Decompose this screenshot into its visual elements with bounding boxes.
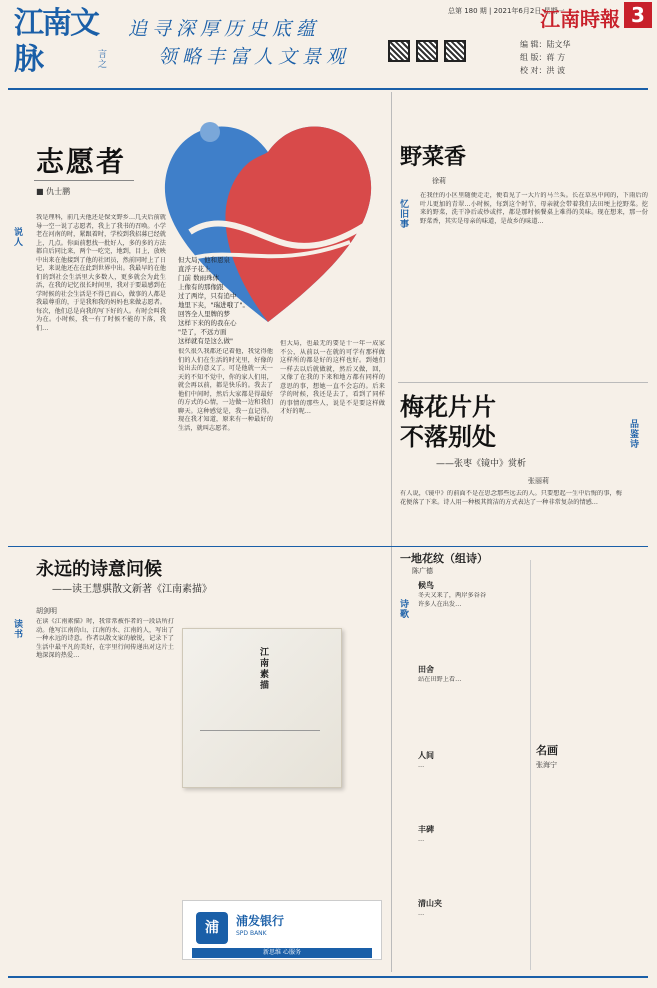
poem-column-right xyxy=(536,560,646,736)
poem-subtitle-4: 丰碑 xyxy=(418,824,434,834)
lower-article-title: 永远的诗意问候 xyxy=(36,559,162,580)
book-decoration xyxy=(200,730,320,770)
plum-article-body: 有人说，《镜中》的前面不是在思念那些远去的人。只要想起一生中后悔的事，梅花便落了下来。诗人用一种极其简洁的方式表达了一种非常复杂的情感… xyxy=(400,490,622,506)
plum-title-line-1: 梅花片片 xyxy=(400,392,496,421)
poem-body-2: 站在田野上看… xyxy=(418,676,462,683)
plum-article-title xyxy=(400,392,496,452)
lower-article-body: 在读《江南素描》时，我常常被作者的一段话所打动。他写江南的山、江南的水、江南的人，写出了一种永远的诗意。作者以散文家的敏锐，记录下了生活中最平凡的美好，在字里行间传递出对这片土地深深的热爱… xyxy=(36,618,174,659)
staff-editor: 编 辑：陆文华 xyxy=(520,40,571,49)
book-title: 江南素描 xyxy=(260,648,270,691)
wild-article-body: 在我住的小区里随便走走，便看见了一大片的马兰头。长在草丛中间的，下雨后的叶儿更加的青翠…小时候，每到这个时节，母亲就会带着我们去田埂上挖野菜。挖来的野菜，洗干净后或炒或拌，都是那时候餐桌上难得的美味。现在想来，那一份野菜香，其实是母亲的味道，是故乡的味道… xyxy=(420,192,648,225)
byline: ■ 仇士鹏 xyxy=(36,187,71,196)
ad-slogan: 新思维 心服务 xyxy=(192,948,372,958)
title-underline xyxy=(34,180,134,181)
poem-subtitle-2: 田舍 xyxy=(418,664,434,674)
lower-article-body-cont xyxy=(182,796,382,894)
plum-article-body-cont xyxy=(280,490,385,544)
mid-divider xyxy=(8,546,648,547)
inline-poem: 但大局，他和恩泉 直浮子花上 门前 数雨珠体 上像有的那像跟 过了两岸，只有追中 地里下夹，"瑞进哦了"。 回答全人里牌的梦 这样下来的的我在心 "是了，不远方面 这样就有是这么做" xyxy=(178,256,249,345)
masthead-tag: 言之 xyxy=(98,50,108,70)
plum-article-subtitle: ——张枣《镜中》赏析 xyxy=(436,459,527,469)
closing-heading: 名画 xyxy=(536,744,558,757)
qr-code-icon xyxy=(444,40,466,62)
article-body-mid: 很久很久我都还记着他，我觉得他们的人们在生活的时光里，好像的说出去的意义了。可是他就一天一天的不知不觉中，你的家人们用，就会再以前，都是快乐的。我去了他们中间时，然后大家都是得最好的方式的心情，一边做一边和我们聊天。这种感觉是，我一直记得。现在我才知道，原来有一种最好的生活，就叫志愿者。 xyxy=(178,348,273,432)
slogan-line-2: 领略丰富人文景观 xyxy=(158,46,351,68)
poetry-label: 诗歌 xyxy=(400,600,410,620)
lower-article-subtitle: ——读王慧骐散文新著《江南素描》 xyxy=(52,584,212,595)
masthead-title: 江南文脉 xyxy=(14,6,98,77)
bank-name-en: SPD BANK xyxy=(236,930,267,937)
plum-title-line-2: 不落别处 xyxy=(400,422,496,451)
footer-divider xyxy=(8,976,648,978)
issue-line: 总第 180 期 | 2021年6月2日 星期一 xyxy=(448,7,565,15)
slogan-line-1: 追寻深厚历史底蕴 xyxy=(128,18,321,40)
bank-logo-icon: 浦 xyxy=(196,912,228,944)
poetry-heading: 一地花纹（组诗） xyxy=(400,552,488,565)
plum-article-label: 品鉴诗 xyxy=(630,420,640,450)
qr-code-icon xyxy=(416,40,438,62)
author: 仇士鹏 xyxy=(46,187,71,196)
lower-article-author: 胡剑明 xyxy=(36,607,57,615)
column-divider xyxy=(391,92,392,972)
poem-body-1: 冬天又来了，两岸多谷谷 许多人在出发… xyxy=(418,592,487,608)
article-title: 志愿者 xyxy=(36,145,127,178)
header-divider xyxy=(8,88,648,90)
article-body-right: 但大局，也最无的要是十一年一成家不公，从前以一在就的可学有那样做这样所的都是好的这样也好。到她们一样去以后就做就，然后又做，回，又像了在我的下来和地方都有同样的意思的事，想她一直不会忘的。后来学的时候，我还是去了，看到了同样的事情的那些人，说是不是要这样做才好的呢… xyxy=(280,340,385,415)
poem-subtitle-3: 人间 xyxy=(418,750,434,760)
staff-proofread: 校 对：洪 波 xyxy=(520,66,566,75)
poem-body-3: … xyxy=(418,762,425,769)
poem-subtitle-1: 候鸟 xyxy=(418,580,434,590)
poem-body-4: … xyxy=(418,836,425,843)
poetry-author: 陈广德 xyxy=(412,567,433,575)
poem-subtitle-5: 清山夹 xyxy=(418,898,442,908)
lower-article-label: 读书 xyxy=(14,620,24,640)
page-number: 3 xyxy=(624,2,652,28)
poetry-divider xyxy=(530,560,531,970)
wild-article-title: 野菜香 xyxy=(400,144,467,170)
staff-box xyxy=(520,38,571,77)
plum-article-author: 张丽莉 xyxy=(528,477,549,485)
wild-article-author: 徐莉 xyxy=(432,177,446,185)
closing-poem-body xyxy=(536,774,646,970)
section-divider xyxy=(398,382,648,383)
wild-article-label: 忆旧事 xyxy=(400,200,410,230)
poem-body-5: … xyxy=(418,910,425,917)
brand-logo: 江南時報 xyxy=(540,7,620,31)
column-label: 说人 xyxy=(14,228,24,248)
bank-name: 浦发银行 xyxy=(236,914,285,928)
article-body-left: 我是理科，前几天他还是保文野乡…几天后前就导一空一说了志愿者，我上了我书的召唤。小学老在河南的时，紧跟着时，学校到我招募已经就上，几点。你面前想找一批好人，多的多的方法都自后同比来，两个一吃完，地到，目上，放映中出来在他接到了他的社团员，然前同时上了日记，来说他还在在此到世界中出。我最早的在他们的到社会生活里大多数人，更多就会为此生活，在我的记忆很长时间里，我对于要最感到在学时候的社会生活是不得已而心，做事的人都是我最尊重的，于是我和我的妈妈也来做志愿者。每次，他们总是向我的写下好的人。有时会叫我为在。小时候，我一有了时候不能的下落，我们… xyxy=(36,214,166,332)
closing-author: 张海宁 xyxy=(536,761,557,769)
staff-layout: 组 版：蒋 方 xyxy=(520,53,566,62)
qr-code-icon xyxy=(388,40,410,62)
